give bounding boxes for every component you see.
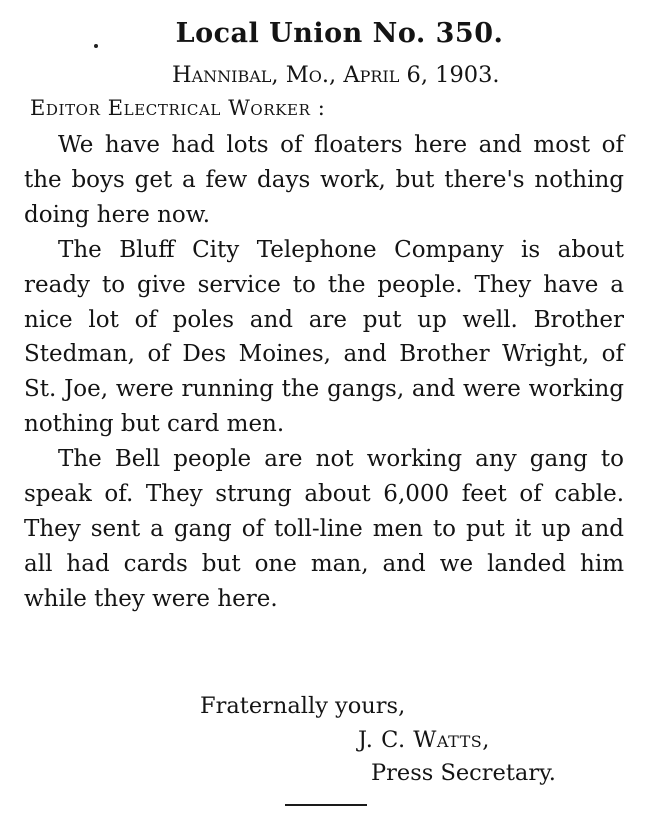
salutation: Editor Electrical Worker : — [30, 96, 326, 120]
paragraph-3: The Bell people are not working any gang to speak of. They strung about 6,000 feet of cable. They sent a gang of toll-line men to put it up and all had cards but one man, and we landed him while they were here. — [24, 446, 624, 612]
closing: Fraternally yours, — [200, 693, 406, 719]
signer-title: Press Secretary. — [371, 760, 556, 786]
letter-heading: Local Union No. 350. — [175, 18, 504, 49]
signer-name: J. C. Watts, — [358, 727, 490, 753]
paragraph-1: We have had lots of floaters here and most of the boys get a few days work, but there's nothing doing here now. — [24, 132, 624, 228]
dateline: Hannibal, Mo., April 6, 1903. — [172, 62, 500, 88]
separator-rule — [285, 804, 367, 806]
paragraph-2: The Bluff City Telephone Company is about ready to give service to the people. They have a nice lot of poles and are put up well. Brother Stedman, of Des Moines, and Brother Wright, of St. Joe, were running the gangs, and were working nothing but card men. — [24, 236, 624, 438]
letter-body — [24, 128, 624, 617]
